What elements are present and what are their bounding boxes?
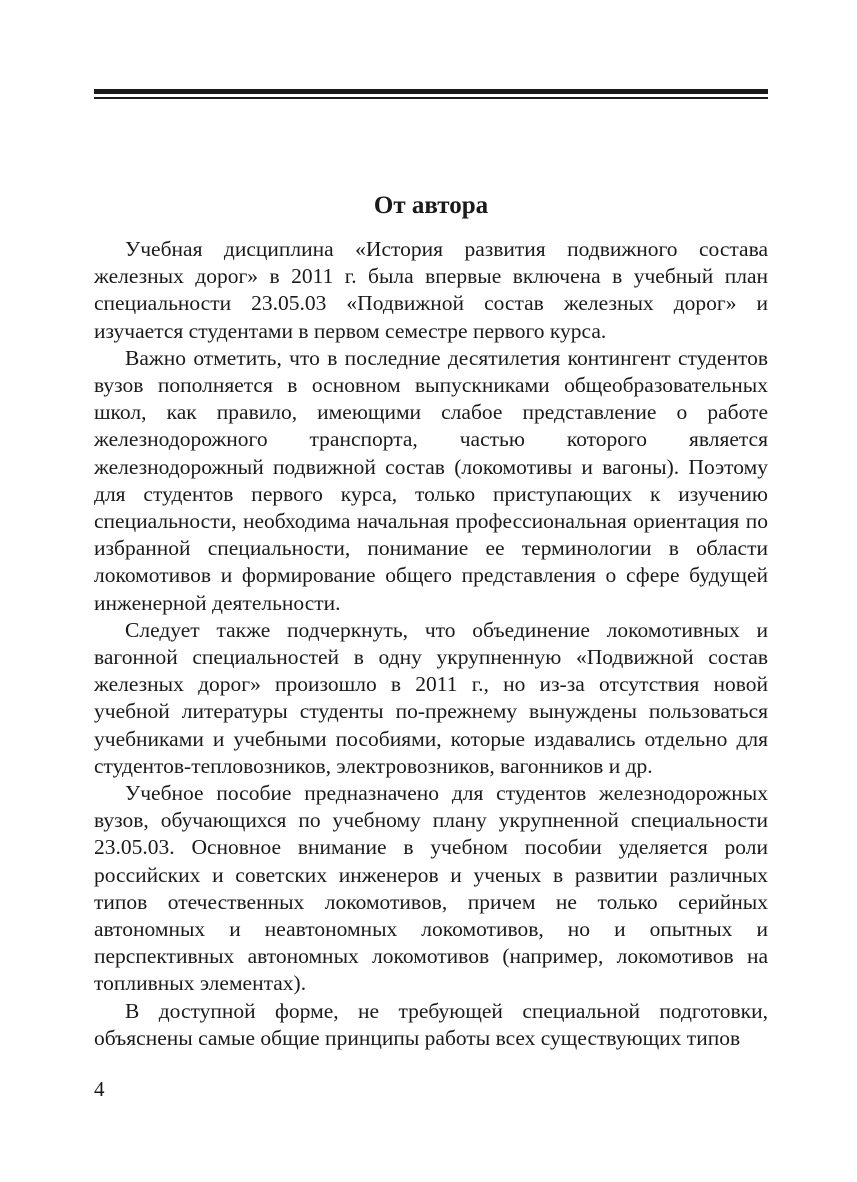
header-rule-thin [94,97,768,99]
paragraph-1: Учебная дисциплина «История развития подвижного состава железных дорог» в 2011 г. была впервые включена в учебный план специальности 23.05.03 «Подвижной состав железных дорог» и изучается студентами в первом семестре первого курса. [94,237,768,343]
paragraph-4: Учебное пособие предназначено для студентов железнодорожных вузов, обучающихся по учебному плану укрупненной специальности 23.05.03. Основное внимание в учебном пособии уделяется роли российских и советских инженеров и ученых в развитии различных типов отечественных локомотивов, причем не только серийных автономных и неавтономных локомотивов, но и опытных и перспективных автономных локомотивов (например, локомотивов на топливных элементах). [94,781,768,996]
section-title: От автора [373,192,489,219]
paragraph-2: Важно отметить, что в последние десятилетия контингент студентов вузов пополняется в основном выпускниками общеобразовательных школ, как правило, имеющими слабое представление о работе железнодорожного транспорта, частью которого является железнодорожный подвижной состав (локомотивы и вагоны). Поэтому для студентов первого курса, только приступающих к изучению специальности, необходима начальная профессиональная ориентация по избранной специальности, понимание ее терминологии в области локомотивов и формирование общего представления о сфере будущей инженерной деятельности. [94,345,768,615]
header-rule-thick [94,89,768,94]
body-text [94,236,768,1052]
paragraph-5: В доступной форме, не требующей специальной подготовки, объяснены самые общие принципы работы всех существующих типов [94,998,768,1050]
page-number: 4 [94,1077,105,1101]
paragraph-3: Следует также подчеркнуть, что объединение локомотивных и вагонной специальностей в одну укрупненную «Подвижной состав железных дорог» произошло в 2011 г., но из-за отсутствия новой учебной литературы студенты по-прежнему вынуждены пользоваться учебниками и учебными пособиями, которые издавались отдельно для студентов-тепловозников, электровозников, вагонников и др. [94,617,768,778]
